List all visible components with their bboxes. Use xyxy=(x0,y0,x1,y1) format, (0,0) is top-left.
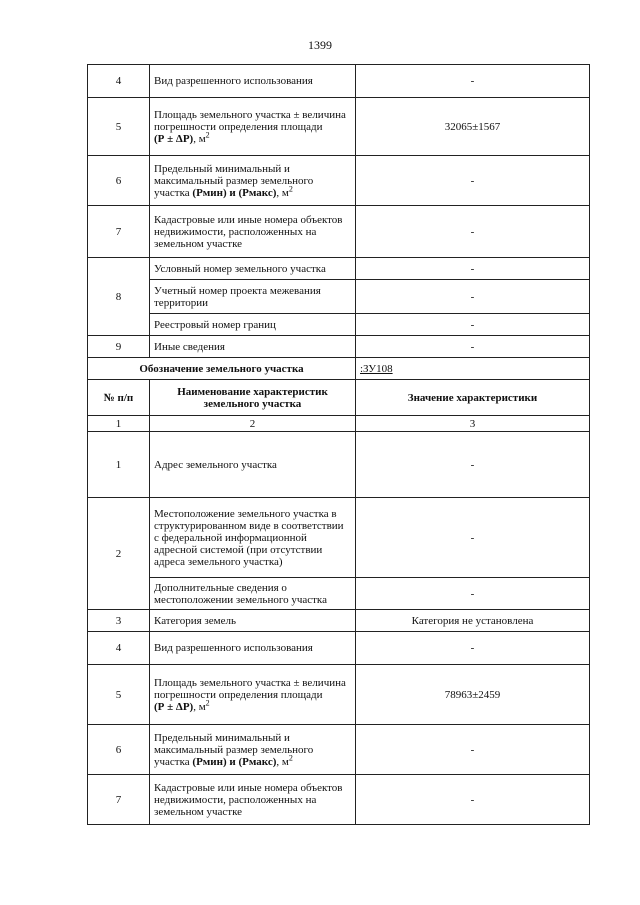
characteristic-value: - xyxy=(356,258,590,280)
name-formula: (Р ± ΔР) xyxy=(154,700,194,713)
unit-exponent: 2 xyxy=(288,752,293,762)
characteristic-name: Местоположение земельного участка в структурированном виде в соответствии с федеральной информационной адресной системой (при отсутствии адреса земельного участка) xyxy=(150,498,356,578)
characteristic-value: - xyxy=(356,206,590,258)
table-row xyxy=(88,498,590,578)
row-number: 4 xyxy=(88,65,150,98)
characteristic-value: - xyxy=(356,65,590,98)
characteristic-name: Адрес земельного участка xyxy=(150,432,356,498)
name-formula: (Рмин) и (Рмакс) xyxy=(192,186,277,199)
unit-exponent: 2 xyxy=(288,183,293,193)
row-number: 3 xyxy=(88,610,150,632)
table-row xyxy=(88,156,590,206)
column-number: 2 xyxy=(150,416,356,432)
designation-row xyxy=(88,358,590,380)
row-number: 7 xyxy=(88,775,150,825)
characteristic-name: Условный номер земельного участка xyxy=(150,258,356,280)
page-number: 1399 xyxy=(308,38,332,52)
name-text: Площадь земельного участка ± величина погрешности определения площади xyxy=(154,108,346,133)
characteristic-value: - xyxy=(356,632,590,665)
land-parcel-table xyxy=(87,64,590,825)
characteristic-name: Вид разрешенного использования xyxy=(150,632,356,665)
row-number: 5 xyxy=(88,665,150,725)
column-numbers-row xyxy=(88,416,590,432)
characteristic-name: Кадастровые или иные номера объектов недвижимости, расположенных на земельном участке xyxy=(150,206,356,258)
column-number: 1 xyxy=(88,416,150,432)
name-unit: , м xyxy=(193,700,206,713)
header-row xyxy=(88,380,590,416)
table-row xyxy=(88,775,590,825)
characteristic-value: 32065±1567 xyxy=(356,98,590,156)
name-unit: , м xyxy=(276,755,289,768)
name-text: Предельный минимальный и максимальный размер земельного участка xyxy=(154,162,314,199)
characteristic-name xyxy=(150,156,356,206)
characteristic-name: Иные сведения xyxy=(150,336,356,358)
characteristic-value: 78963±2459 xyxy=(356,665,590,725)
unit-exponent: 2 xyxy=(205,697,210,707)
table-row xyxy=(88,725,590,775)
table-row xyxy=(88,432,590,498)
characteristic-name xyxy=(150,98,356,156)
designation-label: Обозначение земельного участка xyxy=(88,358,356,380)
table-row xyxy=(88,665,590,725)
table-row xyxy=(88,610,590,632)
name-unit: , м xyxy=(276,186,289,199)
characteristic-name: Дополнительные сведения о местоположении земельного участка xyxy=(150,578,356,610)
row-number: 8 xyxy=(88,258,150,336)
name-text: Предельный минимальный и максимальный размер земельного участка xyxy=(154,731,314,768)
characteristic-value: - xyxy=(356,314,590,336)
unit-exponent: 2 xyxy=(205,129,210,139)
characteristic-value: - xyxy=(356,156,590,206)
characteristic-value: - xyxy=(356,336,590,358)
table-row xyxy=(88,98,590,156)
characteristic-value: Категория не установлена xyxy=(356,610,590,632)
characteristic-name xyxy=(150,725,356,775)
row-number: 6 xyxy=(88,156,150,206)
characteristic-value: - xyxy=(356,775,590,825)
row-number: 9 xyxy=(88,336,150,358)
row-number: 5 xyxy=(88,98,150,156)
characteristic-value: - xyxy=(356,280,590,314)
table-row xyxy=(88,336,590,358)
characteristic-name: Кадастровые или иные номера объектов недвижимости, расположенных на земельном участке xyxy=(150,775,356,825)
characteristic-value: - xyxy=(356,578,590,610)
name-unit: , м xyxy=(193,132,206,145)
column-number: 3 xyxy=(356,416,590,432)
characteristic-name: Категория земель xyxy=(150,610,356,632)
header-characteristic: Наименование характеристик земельного участка xyxy=(150,380,356,416)
characteristic-value: - xyxy=(356,725,590,775)
characteristic-name: Учетный номер проекта межевания территории xyxy=(150,280,356,314)
name-formula: (Рмин) и (Рмакс) xyxy=(192,755,277,768)
designation-value: :ЗУ108 xyxy=(356,358,590,380)
name-text: Площадь земельного участка ± величина погрешности определения площади xyxy=(154,676,346,701)
name-formula: (Р ± ΔР) xyxy=(154,132,194,145)
characteristic-value: - xyxy=(356,498,590,578)
table-row xyxy=(88,578,590,610)
row-number: 4 xyxy=(88,632,150,665)
row-number: 2 xyxy=(88,498,150,610)
characteristic-name: Реестровый номер границ xyxy=(150,314,356,336)
table-row xyxy=(88,65,590,98)
table-row xyxy=(88,314,590,336)
row-number: 7 xyxy=(88,206,150,258)
characteristic-name: Вид разрешенного использования xyxy=(150,65,356,98)
characteristic-value: - xyxy=(356,432,590,498)
characteristic-name xyxy=(150,665,356,725)
row-number: 6 xyxy=(88,725,150,775)
table-row xyxy=(88,206,590,258)
table-row xyxy=(88,632,590,665)
header-value: Значение характеристики xyxy=(356,380,590,416)
table-row xyxy=(88,280,590,314)
row-number: 1 xyxy=(88,432,150,498)
header-number: № п/п xyxy=(88,380,150,416)
table-row xyxy=(88,258,590,280)
